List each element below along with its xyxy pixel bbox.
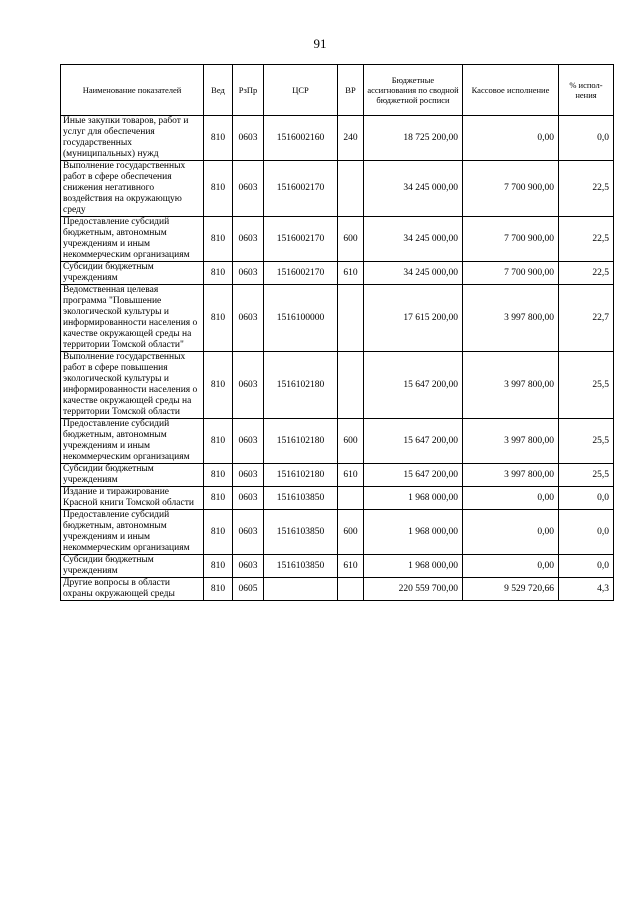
cell-csr: 1516100000: [264, 285, 338, 352]
table-row: [61, 464, 614, 487]
cell-percent: 25,5: [559, 352, 614, 419]
cell-ved: 810: [204, 419, 233, 464]
cell-csr: 1516002170: [264, 262, 338, 285]
cell-ved: 810: [204, 510, 233, 555]
cell-percent: 0,0: [559, 116, 614, 161]
cell-ved: 810: [204, 161, 233, 217]
cell-name: Субсидии бюджетным учреждениям: [61, 464, 204, 487]
page-number: 91: [313, 36, 327, 51]
cell-csr: 1516103850: [264, 487, 338, 510]
cell-rzpr: 0603: [233, 555, 264, 578]
cell-name: Субсидии бюджетным учреждениям: [61, 262, 204, 285]
cell-ved: 810: [204, 352, 233, 419]
table-header-row: [61, 65, 614, 116]
cell-percent: 4,3: [559, 578, 614, 601]
cell-assignments: 34 245 000,00: [364, 262, 463, 285]
cell-csr: 1516102180: [264, 419, 338, 464]
cell-cash: 7 700 900,00: [463, 262, 559, 285]
cell-cash: 0,00: [463, 510, 559, 555]
cell-assignments: 18 725 200,00: [364, 116, 463, 161]
cell-csr: 1516102180: [264, 464, 338, 487]
cell-cash: 3 997 800,00: [463, 419, 559, 464]
cell-vr: [338, 487, 364, 510]
cell-percent: 0,0: [559, 487, 614, 510]
cell-vr: 610: [338, 555, 364, 578]
table-row: [61, 285, 614, 352]
cell-assignments: 34 245 000,00: [364, 217, 463, 262]
table-body: [61, 116, 614, 601]
cell-csr: 1516002170: [264, 161, 338, 217]
cell-cash: 7 700 900,00: [463, 217, 559, 262]
cell-percent: 25,5: [559, 419, 614, 464]
cell-percent: 22,5: [559, 161, 614, 217]
cell-rzpr: 0603: [233, 352, 264, 419]
cell-ved: 810: [204, 116, 233, 161]
cell-csr: 1516103850: [264, 555, 338, 578]
cell-percent: 22,7: [559, 285, 614, 352]
cell-ved: 810: [204, 285, 233, 352]
header-rzpr: РзПр: [233, 65, 264, 116]
cell-rzpr: 0603: [233, 285, 264, 352]
cell-assignments: 220 559 700,00: [364, 578, 463, 601]
cell-percent: 0,0: [559, 555, 614, 578]
cell-vr: [338, 578, 364, 601]
cell-name: Другие вопросы в области охраны окружающей среды: [61, 578, 204, 601]
table-row: [61, 578, 614, 601]
header-cash: Кассовое исполнение: [463, 65, 559, 116]
cell-cash: 0,00: [463, 487, 559, 510]
table-row: [61, 352, 614, 419]
cell-name: Иные закупки товаров, работ и услуг для обеспечения государственных (муниципальных) нужд: [61, 116, 204, 161]
cell-name: Выполнение государственных работ в сфере обеспечения снижения негативного воздействия на окружающую среду: [61, 161, 204, 217]
cell-assignments: 15 647 200,00: [364, 419, 463, 464]
cell-rzpr: 0603: [233, 487, 264, 510]
cell-cash: 3 997 800,00: [463, 464, 559, 487]
cell-percent: 22,5: [559, 262, 614, 285]
table-row: [61, 555, 614, 578]
header-vr: ВР: [338, 65, 364, 116]
cell-name: Ведомственная целевая программа "Повышение экологической культуры и информированности населения о качестве окружающей среды на территории Томской области": [61, 285, 204, 352]
cell-rzpr: 0603: [233, 262, 264, 285]
cell-ved: 810: [204, 487, 233, 510]
cell-vr: 600: [338, 217, 364, 262]
cell-vr: [338, 161, 364, 217]
cell-ved: 810: [204, 555, 233, 578]
cell-rzpr: 0603: [233, 161, 264, 217]
cell-name: Выполнение государственных работ в сфере повышения экологической культуры и информированности населения о качестве окружающей среды на территории Томской области: [61, 352, 204, 419]
cell-cash: 9 529 720,66: [463, 578, 559, 601]
header-percent: % испол-нения: [559, 65, 614, 116]
cell-rzpr: 0603: [233, 419, 264, 464]
cell-assignments: 15 647 200,00: [364, 352, 463, 419]
table-row: [61, 419, 614, 464]
cell-percent: 25,5: [559, 464, 614, 487]
cell-vr: 240: [338, 116, 364, 161]
cell-csr: 1516002170: [264, 217, 338, 262]
cell-csr: 1516102180: [264, 352, 338, 419]
table-row: [61, 217, 614, 262]
cell-assignments: 1 968 000,00: [364, 555, 463, 578]
table-row: [61, 487, 614, 510]
table-row: [61, 161, 614, 217]
cell-assignments: 34 245 000,00: [364, 161, 463, 217]
cell-cash: 3 997 800,00: [463, 285, 559, 352]
cell-csr: 1516103850: [264, 510, 338, 555]
cell-assignments: 1 968 000,00: [364, 510, 463, 555]
cell-rzpr: 0603: [233, 116, 264, 161]
header-ved: Вед: [204, 65, 233, 116]
cell-rzpr: 0603: [233, 464, 264, 487]
cell-cash: 0,00: [463, 555, 559, 578]
cell-vr: 610: [338, 464, 364, 487]
cell-csr: [264, 578, 338, 601]
cell-assignments: 15 647 200,00: [364, 464, 463, 487]
cell-rzpr: 0603: [233, 510, 264, 555]
cell-vr: [338, 285, 364, 352]
budget-execution-table: [60, 64, 614, 601]
cell-percent: 0,0: [559, 510, 614, 555]
cell-percent: 22,5: [559, 217, 614, 262]
cell-cash: 3 997 800,00: [463, 352, 559, 419]
cell-cash: 7 700 900,00: [463, 161, 559, 217]
cell-csr: 1516002160: [264, 116, 338, 161]
cell-vr: [338, 352, 364, 419]
cell-ved: 810: [204, 217, 233, 262]
cell-ved: 810: [204, 464, 233, 487]
cell-name: Издание и тиражирование Красной книги Томской области: [61, 487, 204, 510]
cell-name: Субсидии бюджетным учреждениям: [61, 555, 204, 578]
header-assignments: Бюджетные ассигнования по сводной бюджетной росписи: [364, 65, 463, 116]
cell-vr: 600: [338, 419, 364, 464]
cell-vr: 600: [338, 510, 364, 555]
cell-rzpr: 0603: [233, 217, 264, 262]
cell-cash: 0,00: [463, 116, 559, 161]
cell-ved: 810: [204, 578, 233, 601]
table-row: [61, 262, 614, 285]
header-name: Наименование показателей: [61, 65, 204, 116]
cell-vr: 610: [338, 262, 364, 285]
table-row: [61, 116, 614, 161]
cell-name: Предоставление субсидий бюджетным, автономным учреждениям и иным некоммерческим организациям: [61, 217, 204, 262]
header-csr: ЦСР: [264, 65, 338, 116]
cell-assignments: 17 615 200,00: [364, 285, 463, 352]
cell-ved: 810: [204, 262, 233, 285]
cell-name: Предоставление субсидий бюджетным, автономным учреждениям и иным некоммерческим организациям: [61, 510, 204, 555]
cell-rzpr: 0605: [233, 578, 264, 601]
cell-name: Предоставление субсидий бюджетным, автономным учреждениям и иным некоммерческим организациям: [61, 419, 204, 464]
cell-assignments: 1 968 000,00: [364, 487, 463, 510]
table-row: [61, 510, 614, 555]
